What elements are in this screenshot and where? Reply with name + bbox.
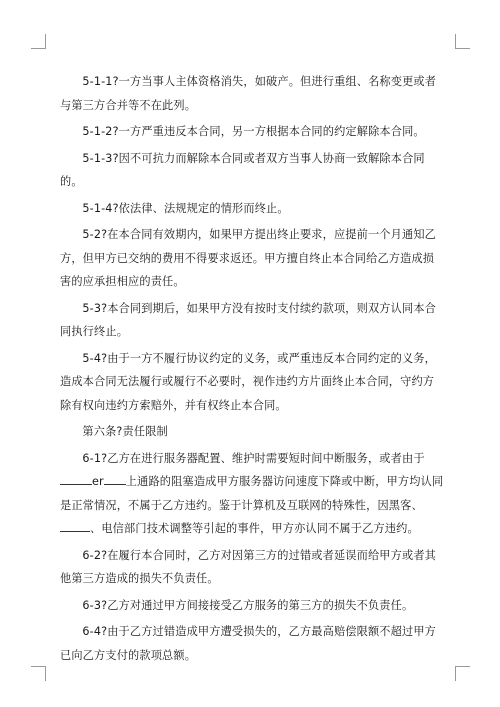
blank-underline [60, 472, 92, 485]
clause-6-1-text-d: 、电信部门技术调整等引起的事件，甲方亦认同不属于乙方违约。 [90, 522, 419, 535]
blank-underline [60, 519, 90, 532]
clause-5-3: 5-3?本合同到期后，如果甲方没有按时支付续约款项，则双方认同本合同执行终止。 [60, 301, 436, 338]
crop-mark-top-left [31, 34, 46, 49]
crop-mark-top-right [455, 34, 470, 49]
crop-mark-bottom-left [31, 666, 46, 681]
clause-6-1-text-c: 上通路的阻塞造成甲方服务器访问速度下降或中断，甲方均认同是正常情况，不属于乙方违约。鉴于计算机及互联网的特殊性，因黑客、 [60, 475, 444, 512]
section-heading-6: 第六条?责任限制 [82, 425, 168, 438]
document-body [60, 70, 445, 670]
clause-6-4: 6-4?由于乙方过错造成甲方遭受损失的，乙方最高赔偿限额不超过甲方已向乙方支付的款项总额。 [60, 625, 436, 662]
blank-underline [104, 472, 126, 485]
clause-5-1-3: 5-1-3?因不可抗力而解除本合同或者双方当事人协商一致解除本合同的。 [60, 151, 425, 188]
clause-6-1-text-a: 6-1?乙方在进行服务器配置、维护时需要短时间中断服务，或者由于 [82, 451, 425, 465]
clause-6-3: 6-3?乙方对通过甲方间接接受乙方服务的第三方的损失不负责任。 [82, 598, 414, 612]
clause-5-1-4: 5-1-4?依法律、法规规定的情形而终止。 [82, 201, 289, 215]
clause-6-1-text-b: er [92, 475, 104, 488]
clause-5-2: 5-2?在本合同有效期内，如果甲方提出终止要求，应提前一个月通知乙方，但甲方已交纳的费用不得要求返还。甲方擅自终止本合同给乙方造成损害的应承担相应的责任。 [60, 228, 436, 288]
crop-mark-bottom-right [455, 666, 470, 681]
clause-5-1-1: 5-1-1?一方当事人主体资格消失，如破产。但进行重组、名称变更或者与第三方合并等不在此列。 [60, 75, 437, 112]
clause-5-1-2: 5-1-2?一方严重违反本合同，另一方根据本合同的约定解除本合同。 [82, 125, 425, 138]
clause-6-1 [60, 447, 445, 541]
clause-6-2: 6-2?在履行本合同时，乙方对因第三方的过错或者延误而给甲方或者其他第三方造成的损失不负责任。 [60, 548, 436, 585]
clause-5-4: 5-4?由于一方不履行协议约定的义务，或严重违反本合同约定的义务，造成本合同无法履行或履行不必要时，视作违约方片面终止本合同，守约方除有权向违约方索赔外，并有权终止本合同。 [60, 351, 436, 412]
